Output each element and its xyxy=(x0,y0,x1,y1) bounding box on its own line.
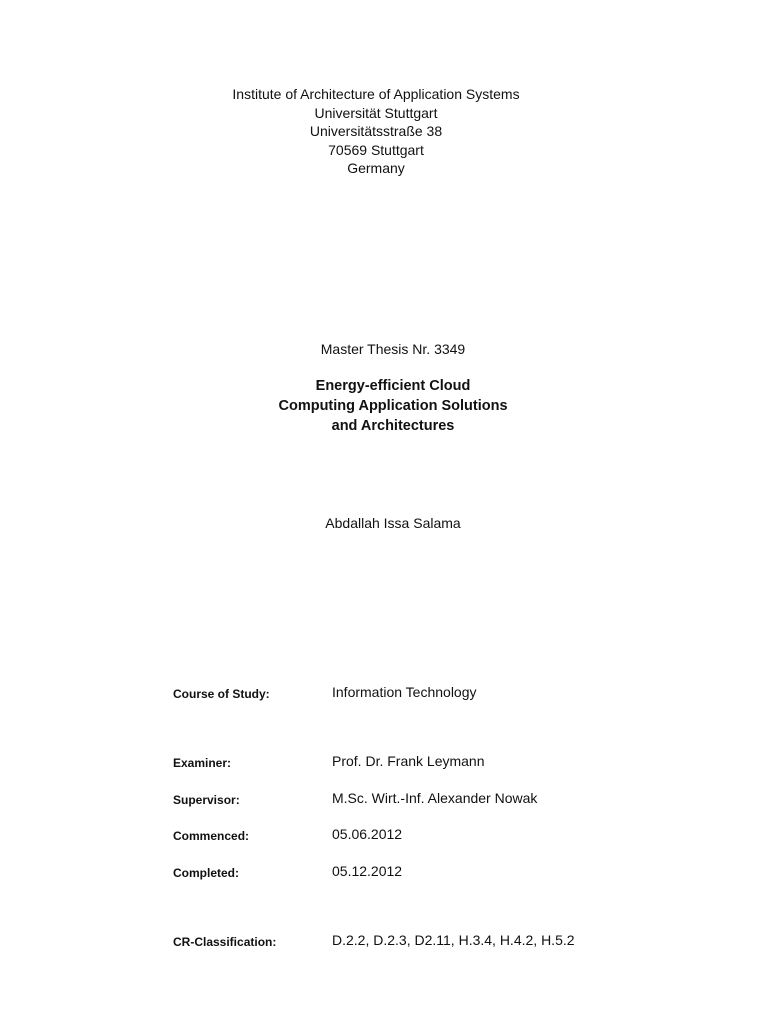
course-value: Information Technology xyxy=(332,684,477,700)
info-row-supervisor xyxy=(0,790,768,810)
completed-value: 05.12.2012 xyxy=(332,863,403,879)
commenced-value: 05.06.2012 xyxy=(332,826,403,842)
commenced-label: Commenced: xyxy=(173,829,250,843)
supervisor-label: Supervisor: xyxy=(173,793,240,807)
info-row-cr-classification xyxy=(0,932,768,952)
course-label: Course of Study: xyxy=(173,687,270,701)
thesis-title-line-2: Computing Application Solutions xyxy=(278,398,508,414)
examiner-label: Examiner: xyxy=(173,756,232,770)
institute-name: Institute of Architecture of Application Systems xyxy=(232,86,520,102)
institute-address xyxy=(0,85,752,178)
supervisor-value: M.Sc. Wirt.-Inf. Alexander Nowak xyxy=(332,790,538,806)
cr-classification-label: CR-Classification: xyxy=(173,935,277,949)
thesis-title-line-1: Energy-efficient Cloud xyxy=(315,378,471,394)
examiner-value: Prof. Dr. Frank Leymann xyxy=(332,753,485,769)
thesis-title xyxy=(0,376,768,436)
info-row-course xyxy=(0,684,768,704)
country: Germany xyxy=(347,160,405,176)
author-name: Abdallah Issa Salama xyxy=(325,515,461,531)
postal-city: 70569 Stuttgart xyxy=(328,141,424,158)
university-name: Universität Stuttgart xyxy=(314,104,438,121)
thesis-number: Master Thesis Nr. 3349 xyxy=(320,341,466,357)
info-row-completed xyxy=(0,863,768,883)
info-row-examiner xyxy=(0,753,768,773)
street-address: Universitätsstraße 38 xyxy=(309,123,443,139)
info-row-commenced xyxy=(0,826,768,846)
thesis-title-line-3: and Architectures xyxy=(331,418,455,434)
completed-label: Completed: xyxy=(173,866,239,880)
cr-classification-value: D.2.2, D.2.3, D2.11, H.3.4, H.4.2, H.5.2 xyxy=(332,932,575,948)
